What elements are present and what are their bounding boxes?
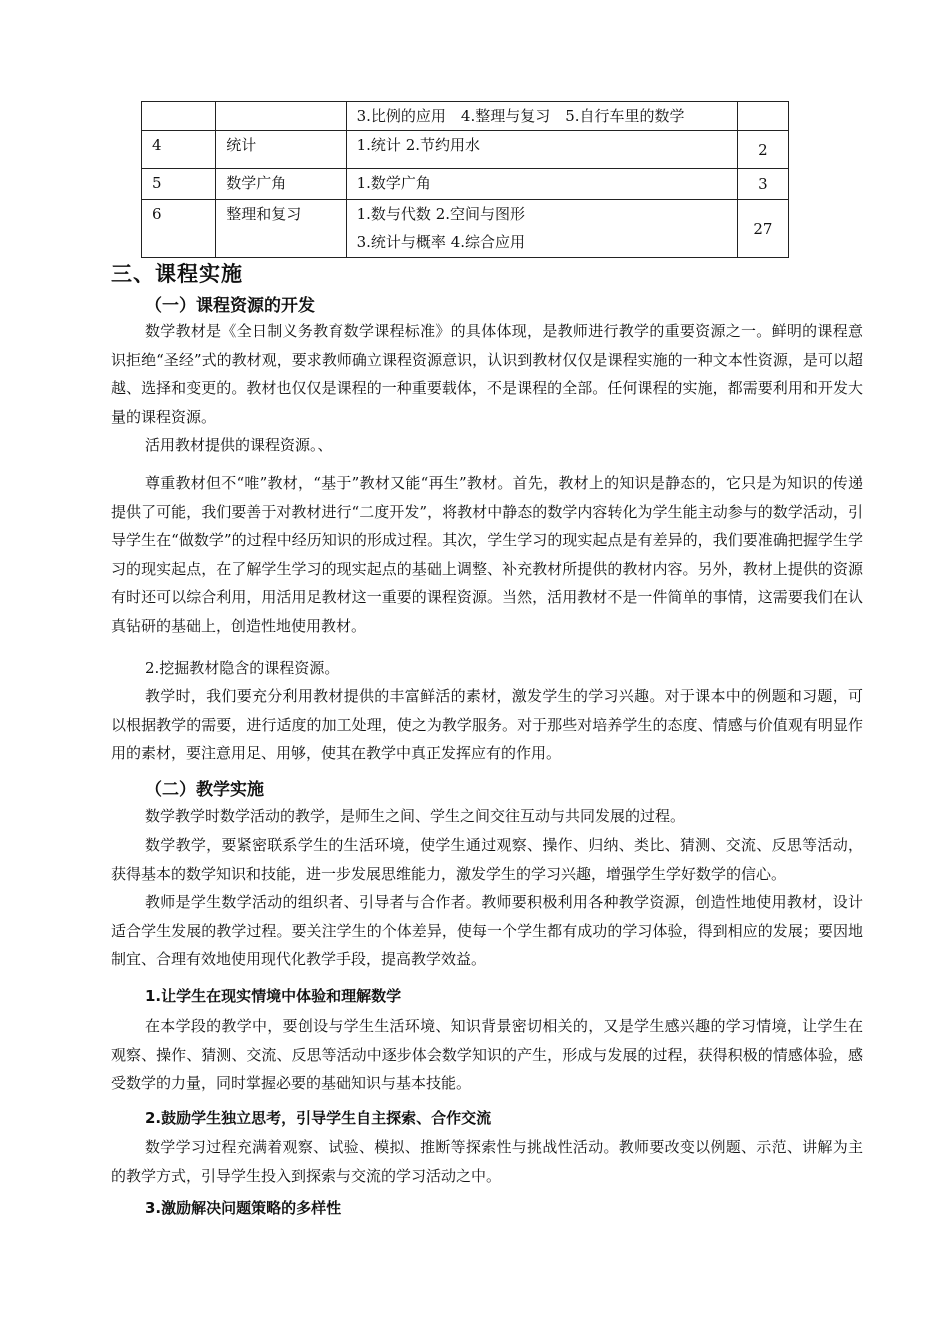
table-row — [142, 200, 789, 258]
paragraph: 数学教材是《全日制义务教育数学课程标准》的具体体现，是教师进行教学的重要资源之一。鲜明的课程意识拒绝“圣经”式的教材观，要求教师确立课程资源意识，认识到教材仅仅是课程实施的一种文本性资源，是可以超越、选择和变更的。教材也仅仅是课程的一种重要载体，不是课程的全部。任何课程的实施，都需要利用和开发大量的课程资源。 — [111, 322, 863, 426]
subsection-title-teaching: （二）教学实施 — [145, 780, 264, 800]
point-heading: 2.鼓励学生独立思考，引导学生自主探索、合作交流 — [145, 1109, 492, 1127]
hours-cell: 27 — [737, 200, 788, 258]
content-line: 1.数与代数 2.空间与图形 — [356, 205, 526, 223]
content-cell — [346, 102, 737, 131]
point-heading: 1.让学生在现实情境中体验和理解数学 — [145, 987, 402, 1005]
hours-cell — [737, 102, 788, 131]
unit-number-cell: 6 — [142, 200, 216, 258]
unit-name-cell: 整理和复习 — [216, 200, 346, 258]
subsection-title-resources: （一）课程资源的开发 — [145, 296, 315, 316]
point-heading: 3.激励解决问题策略的多样性 — [145, 1199, 342, 1217]
paragraph: 尊重教材但不“唯”教材，“基于”教材又能“再生”教材。首先，教材上的知识是静态的，它只是为知识的传递提供了可能，我们要善于对教材进行“二度开发”，将教材中静态的数学内容转化为学生能主动参与的数学活动，引导学生在“做数学”的过程中经历知识的形成过程。其次，学生学习的现实起点是有差异的，我们要准确把握学生学习的现实起点，在了解学生学习的现实起点的基础上调整、补充教材所提供的教材内容。另外，教材上提供的资源有时还可以综合利用，用活用足教材这一重要的课程资源。当然，活用教材不是一件简单的事情，这需要我们在认真钻研的基础上，创造性地使用教材。 — [111, 474, 863, 635]
content-line: 3.比例的应用 4.整理与复习 5.自行车里的数学 — [356, 107, 685, 125]
table-row — [142, 169, 789, 200]
paragraph: 数学学习过程充满着观察、试验、模拟、推断等探索性与挑战性活动。教师要改变以例题、示范、讲解为主的教学方式，引导学生投入到探索与交流的学习活动之中。 — [111, 1138, 863, 1185]
unit-number-cell: 5 — [142, 169, 216, 200]
paragraph: 活用教材提供的课程资源。、 — [145, 436, 333, 454]
paragraph: 教学时，我们要充分利用教材提供的丰富鲜活的素材，激发学生的学习兴趣。对于课本中的例题和习题，可以根据教学的需要，进行适度的加工处理，使之为教学服务。对于那些对培养学生的态度、情感与价值观有明显作用的素材，要注意用足、用够，使其在教学中真正发挥应有的作用。 — [111, 687, 863, 762]
unit-name-cell — [216, 102, 346, 131]
paragraph: 2.挖掘教材隐含的课程资源。 — [145, 659, 340, 677]
content-cell — [346, 131, 737, 169]
course-schedule-table — [141, 101, 789, 258]
unit-number-cell: 4 — [142, 131, 216, 169]
table-row — [142, 102, 789, 131]
paragraph: 在本学段的教学中，要创设与学生生活环境、知识背景密切相关的，又是学生感兴趣的学习情境，让学生在观察、操作、猜测、交流、反思等活动中逐步体会数学知识的产生，形成与发展的过程，获得积极的情感体验，感受数学的力量，同时掌握必要的基础知识与基本技能。 — [111, 1017, 863, 1092]
unit-name-cell: 数学广角 — [216, 169, 346, 200]
section-title: 三、课程实施 — [111, 262, 243, 286]
content-cell — [346, 169, 737, 200]
content-line: 1.数学广角 — [356, 174, 431, 192]
hours-cell: 2 — [737, 131, 788, 169]
paragraph: 数学教学，要紧密联系学生的生活环境，使学生通过观察、操作、归纳、类比、猜测、交流、反思等活动，获得基本的数学知识和技能，进一步发展思维能力，激发学生的学习兴趣，增强学生学好数学的信心。 — [111, 836, 863, 883]
unit-name-cell: 统计 — [216, 131, 346, 169]
content-line: 1.统计 2.节约用水 — [356, 136, 481, 154]
paragraph: 数学教学时数学活动的教学，是师生之间、学生之间交往互动与共同发展的过程。 — [145, 807, 686, 825]
paragraph: 教师是学生数学活动的组织者、引导者与合作者。教师要积极利用各种教学资源，创造性地使用教材，设计适合学生发展的教学过程。要关注学生的个体差异，使每一个学生都有成功的学习体验，得到相应的发展；要因地制宜、合理有效地使用现代化教学手段，提高教学效益。 — [111, 893, 863, 968]
unit-number-cell — [142, 102, 216, 131]
hours-cell: 3 — [737, 169, 788, 200]
content-line: 3.统计与概率 4.综合应用 — [356, 233, 526, 251]
table-row — [142, 131, 789, 169]
content-cell — [346, 200, 737, 258]
